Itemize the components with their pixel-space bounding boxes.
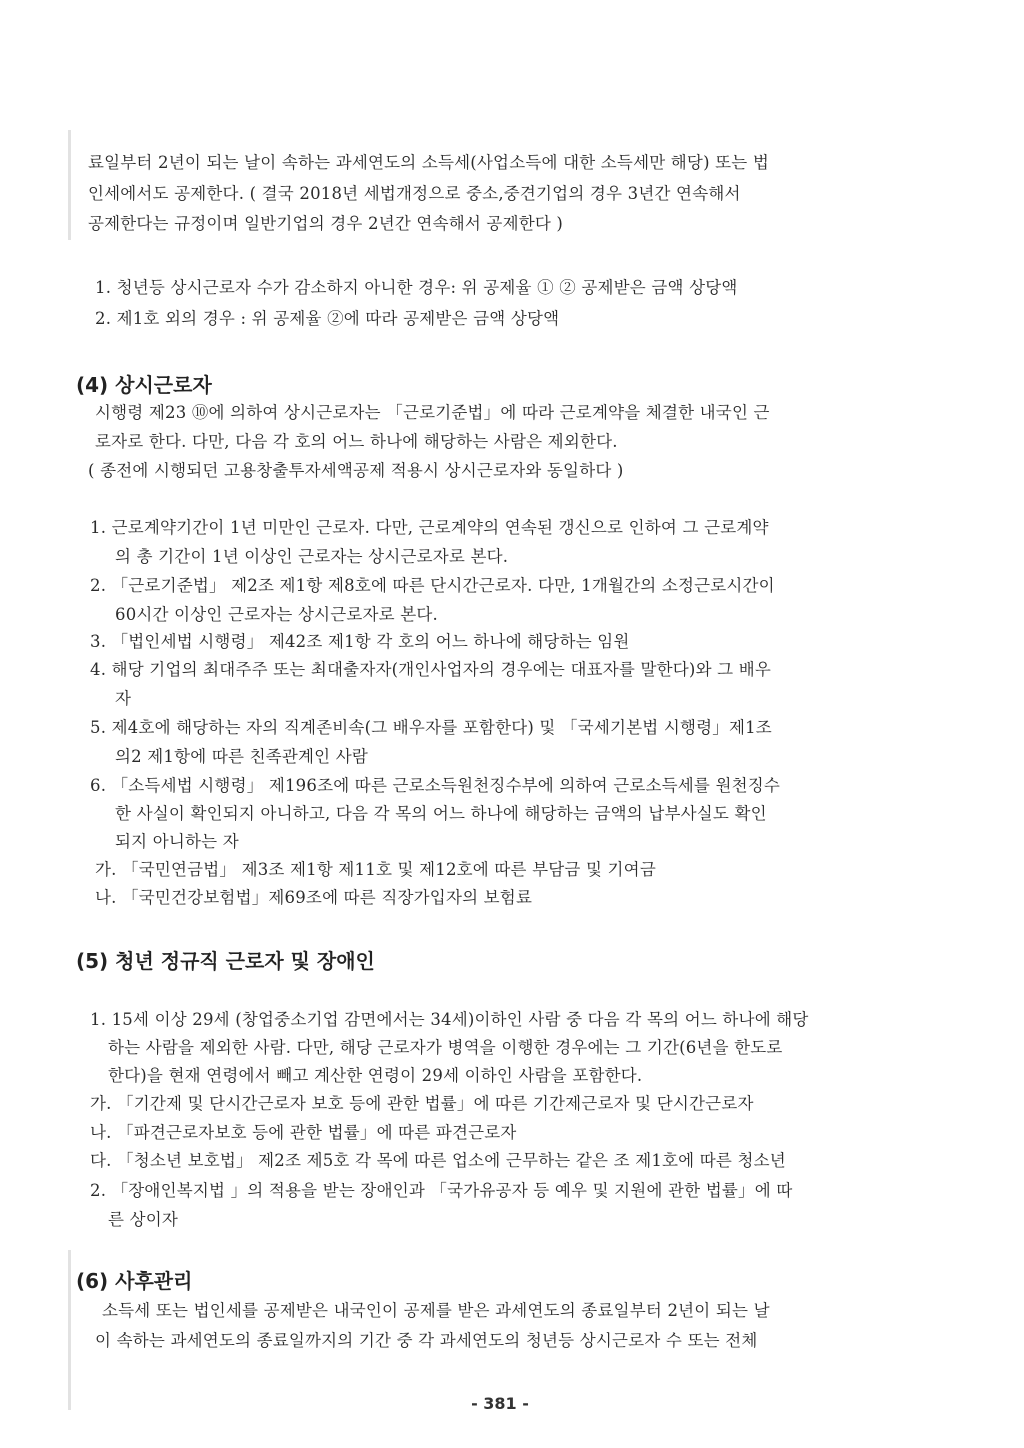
intro-line: 공제한다는 규정이며 일반기업의 경우 2년간 연속해서 공제한다 ) <box>88 214 564 233</box>
list-item-continuation: 하는 사람을 제외한 사람. 다만, 해당 근로자가 병역을 이행한 경우에는 그 기간(6년을 한도로 <box>108 1038 783 1057</box>
list-item-continuation: 의2 제1항에 따른 친족관계인 사람 <box>115 747 368 766</box>
sub-list-item: 나. 「파견근로자보호 등에 관한 법률」에 따른 파견근로자 <box>90 1123 517 1142</box>
list-item-continuation: 른 상이자 <box>108 1210 179 1229</box>
list-item: 4. 해당 기업의 최대주주 또는 최대출자자(개인사업자의 경우에는 대표자를 말한다)와 그 배우 <box>90 660 772 679</box>
list-item: 6. 「소득세법 시행령」 제196조에 따른 근로소득원천징수부에 의하여 근로소득세를 원천징수 <box>90 776 781 795</box>
intro-line: 료일부터 2년이 되는 날이 속하는 과세연도의 소득세(사업소득에 대한 소득세만 해당) 또는 법 <box>88 153 770 172</box>
list-item: 5. 제4호에 해당하는 자의 직계존비속(그 배우자를 포함한다) 및 「국세기본법 시행령」제1조 <box>90 718 772 737</box>
list-item-continuation: 한 사실이 확인되지 아니하고, 다음 각 목의 어느 하나에 해당하는 금액의 납부사실도 확인 <box>115 804 767 823</box>
section-heading: (6) 사후관리 <box>76 1269 193 1293</box>
scan-edge-mark <box>68 1250 71 1410</box>
sub-list-item: 다. 「청소년 보호법」 제2조 제5호 각 목에 따른 업소에 근무하는 같은 조 제1호에 따른 청소년 <box>90 1151 786 1170</box>
list-item-continuation: 의 총 기간이 1년 이상인 근로자는 상시근로자로 본다. <box>115 547 509 566</box>
list-item: 2. 「근로기준법」 제2조 제1항 제8호에 따른 단시간근로자. 다만, 1개월간의 소정근로시간이 <box>90 576 775 595</box>
paragraph-line: 이 속하는 과세연도의 종료일까지의 기간 중 각 과세연도의 청년등 상시근로자 수 또는 전체 <box>95 1331 758 1350</box>
list-item: 1. 근로계약기간이 1년 미만인 근로자. 다만, 근로계약의 연속된 갱신으로 인하여 그 근로계약 <box>90 518 769 537</box>
deduction-item: 1. 청년등 상시근로자 수가 감소하지 아니한 경우: 위 공제율 ① ② 공제받은 금액 상당액 <box>95 278 738 297</box>
list-item-continuation: 되지 아니하는 자 <box>115 832 239 851</box>
paragraph-line: 시행령 제23 ⑩에 의하여 상시근로자는 「근로기준법」에 따라 근로계약을 체결한 내국인 근 <box>95 403 770 422</box>
list-item: 1. 15세 이상 29세 (창업중소기업 감면에서는 34세)이하인 사람 중 다음 각 목의 어느 하나에 해당 <box>90 1010 809 1029</box>
sub-list-item: 가. 「국민연금법」 제3조 제1항 제11호 및 제12호에 따른 부담금 및 기여금 <box>95 860 656 879</box>
list-item-continuation: 60시간 이상인 근로자는 상시근로자로 본다. <box>115 605 438 624</box>
paragraph-line: 로자로 한다. 다만, 다음 각 호의 어느 하나에 해당하는 사람은 제외한다. <box>95 432 618 451</box>
list-item-continuation: 한다)을 현재 연령에서 빼고 계산한 연령이 29세 이하인 사람을 포함한다. <box>108 1066 643 1085</box>
list-item: 2. 「장애인복지법 」의 적용을 받는 장애인과 「국가유공자 등 예우 및 지원에 관한 법률」에 따 <box>90 1181 793 1200</box>
list-item: 3. 「법인세법 시행령」 제42조 제1항 각 호의 어느 하나에 해당하는 임원 <box>90 632 630 651</box>
section-heading: (4) 상시근로자 <box>76 373 212 397</box>
page-number: - 381 - <box>471 1394 529 1413</box>
deduction-item: 2. 제1호 외의 경우 : 위 공제율 ②에 따라 공제받은 금액 상당액 <box>95 309 560 328</box>
list-item-continuation: 자 <box>115 689 132 708</box>
intro-line: 인세에서도 공제한다. ( 결국 2018년 세법개정으로 중소,중견기업의 경우 3년간 연속해서 <box>88 184 741 203</box>
sub-list-item: 나. 「국민건강보험법」제69조에 따른 직장가입자의 보험료 <box>95 888 533 907</box>
section-heading: (5) 청년 정규직 근로자 및 장애인 <box>76 949 375 973</box>
sub-list-item: 가. 「기간제 및 단시간근로자 보호 등에 관한 법률」에 따른 기간제근로자 및 단시간근로자 <box>90 1094 754 1113</box>
scan-edge-mark <box>68 130 71 240</box>
paragraph-line: 소득세 또는 법인세를 공제받은 내국인이 공제를 받은 과세연도의 종료일부터 2년이 되는 날 <box>102 1301 770 1320</box>
paragraph-line: ( 종전에 시행되던 고용창출투자세액공제 적용시 상시근로자와 동일하다 ) <box>88 461 624 480</box>
